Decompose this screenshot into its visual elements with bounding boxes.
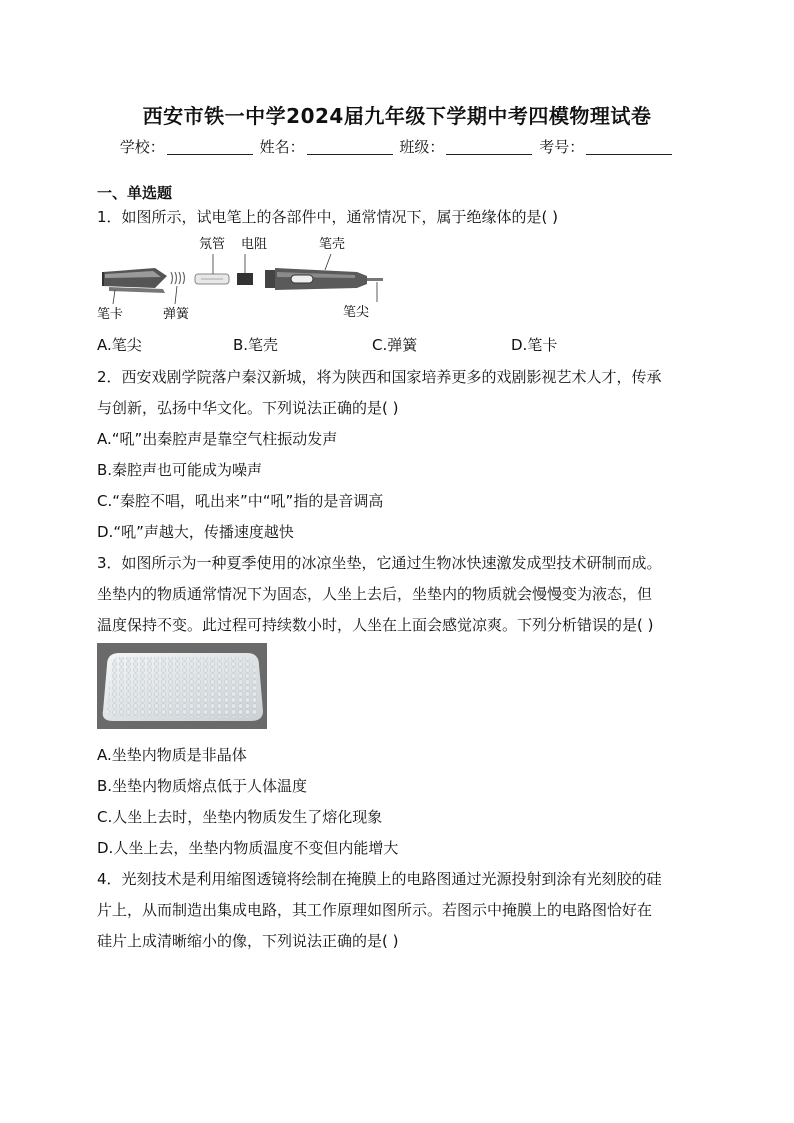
exam-no-label: 考号：: [539, 138, 585, 156]
q3-stem-line1: 3．如图所示为一种夏季使用的冰凉坐垫，它通过生物冰快速激发成型技术研制而成。: [97, 554, 662, 572]
label-neon: 氖管: [199, 237, 226, 252]
class-label: 班级：: [399, 138, 445, 156]
pen-body-image: [265, 268, 383, 290]
q3-option-a[interactable]: A.坐垫内物质是非晶体: [97, 746, 247, 764]
q1-stem: 1．如图所示，试电笔上的各部件中，通常情况下，属于绝缘体的是( ): [97, 208, 559, 226]
student-info-line: [0, 136, 794, 157]
q3-stem-line2: 坐垫内的物质通常情况下为固态，人坐上去后，坐垫内的物质就会慢慢变为液态，但: [97, 585, 653, 603]
page-title: 西安市铁一中学2024届九年级下学期中考四模物理试卷: [142, 104, 652, 128]
q1-option-c[interactable]: C.弹簧: [372, 336, 418, 354]
q1-options: [0, 334, 794, 354]
label-spring: 弹簧: [163, 307, 190, 322]
q2-option-b[interactable]: B.秦腔声也可能成为噪声: [97, 461, 263, 479]
label-resistor: 电阻: [241, 237, 268, 252]
school-blank[interactable]: [167, 140, 253, 155]
q4-stem-line3: 硅片上成清晰缩小的像，下列说法正确的是( ): [97, 932, 399, 950]
q1-figure-test-pen: [95, 232, 395, 328]
q3-stem-line3: 温度保持不变。此过程可持续数小时，人坐在上面会感觉凉爽。下列分析错误的是( ): [97, 616, 654, 634]
exam-no-blank[interactable]: [586, 140, 672, 155]
q4-stem-line1: 4．光刻技术是利用缩图透镜将绘制在掩膜上的电路图通过光源投射到涂有光刻胶的硅: [97, 870, 662, 888]
q1-option-a[interactable]: A.笔尖: [97, 336, 142, 354]
q3-option-d[interactable]: D.人坐上去，坐垫内物质温度不变但内能增大: [97, 839, 399, 857]
resistor-image: [237, 273, 253, 285]
section-heading: 一、单选题: [97, 184, 173, 202]
q3-option-c[interactable]: C.人坐上去时，坐垫内物质发生了熔化现象: [97, 808, 383, 826]
q1-option-b[interactable]: B.笔壳: [233, 336, 279, 354]
q3-option-b[interactable]: B.坐垫内物质熔点低于人体温度: [97, 777, 308, 795]
q4-stem-line2: 片上，从而制造出集成电路，其工作原理如图所示。若图示中掩膜上的电路图恰好在: [97, 901, 653, 919]
q2-stem-line1: 2．西安戏剧学院落户秦汉新城，将为陕西和国家培养更多的戏剧影视艺术人才，传承: [97, 368, 662, 386]
q2-option-a[interactable]: A.“吼”出秦腔声是靠空气柱振动发声: [97, 430, 338, 448]
q2-option-c[interactable]: C.“秦腔不唱，吼出来”中“吼”指的是音调高: [97, 492, 384, 510]
name-blank[interactable]: [307, 140, 393, 155]
q2-stem-line2: 与创新，弘扬中华文化。下列说法正确的是( ): [97, 399, 399, 417]
neon-tube-image: [195, 274, 229, 284]
name-label: 姓名：: [259, 138, 305, 156]
q3-figure-cooling-cushion: [97, 643, 267, 729]
q1-option-d[interactable]: D.笔卡: [511, 336, 558, 354]
label-clip: 笔卡: [97, 307, 124, 322]
spring-image: [171, 272, 185, 284]
q2-option-d[interactable]: D.“吼”声越大，传播速度越快: [97, 523, 294, 541]
label-tip: 笔尖: [343, 305, 370, 320]
pen-cap-image: [103, 268, 167, 293]
label-shell: 笔壳: [319, 237, 346, 252]
school-label: 学校：: [119, 138, 165, 156]
class-blank[interactable]: [446, 140, 532, 155]
